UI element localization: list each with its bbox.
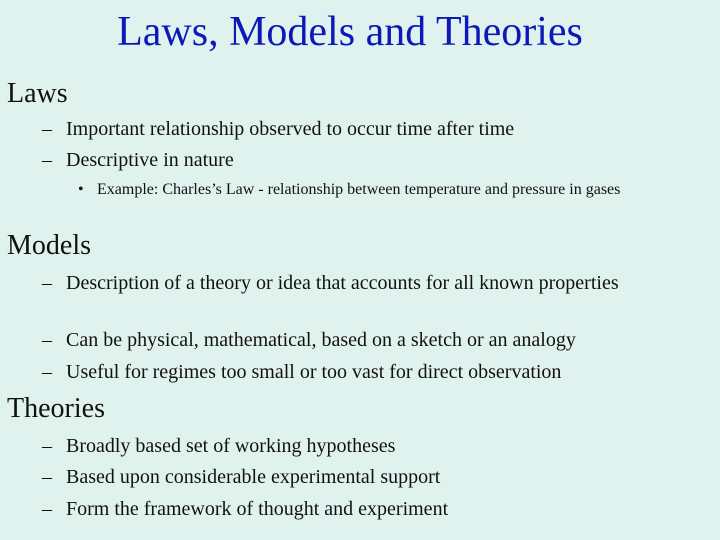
section-heading-laws: Laws xyxy=(7,78,68,109)
dash-marker: – xyxy=(42,149,52,171)
bullet-theories-2 xyxy=(42,465,692,489)
dash-marker: – xyxy=(42,435,52,457)
bullet-laws-2 xyxy=(42,148,692,172)
dash-marker: – xyxy=(42,466,52,488)
section-heading-models: Models xyxy=(7,230,91,261)
dash-marker: – xyxy=(42,361,52,383)
bullet-text: Form the framework of thought and experiment xyxy=(66,498,449,520)
dash-marker: – xyxy=(42,118,52,140)
bullet-text: Based upon considerable experimental support xyxy=(66,466,441,488)
dash-marker: – xyxy=(42,498,52,520)
bullet-laws-1 xyxy=(42,117,692,141)
dash-marker: – xyxy=(42,329,52,351)
bullet-theories-1 xyxy=(42,434,692,458)
bullet-text: Broadly based set of working hypotheses xyxy=(66,435,396,457)
bullet-text: Can be physical, mathematical, based on a sketch or an analogy xyxy=(66,329,576,351)
bullet-text: Important relationship observed to occur time after time xyxy=(66,118,515,140)
slide-title: Laws, Models and Theories xyxy=(117,9,583,55)
bullet-theories-3 xyxy=(42,497,692,521)
bullet-models-2 xyxy=(42,328,692,352)
sub-bullet-text: Example: Charles’s Law - relationship between temperature and pressure in gases xyxy=(97,181,621,198)
dash-marker: – xyxy=(42,272,52,294)
dot-marker: • xyxy=(78,181,84,198)
bullet-models-1 xyxy=(42,271,692,295)
bullet-text: Description of a theory or idea that accounts for all known properties xyxy=(66,272,619,294)
bullet-models-3 xyxy=(42,360,692,384)
bullet-text: Descriptive in nature xyxy=(66,149,234,171)
section-heading-theories: Theories xyxy=(7,393,105,424)
bullet-text: Useful for regimes too small or too vast for direct observation xyxy=(66,361,562,383)
sub-bullet-laws-example xyxy=(78,179,693,200)
